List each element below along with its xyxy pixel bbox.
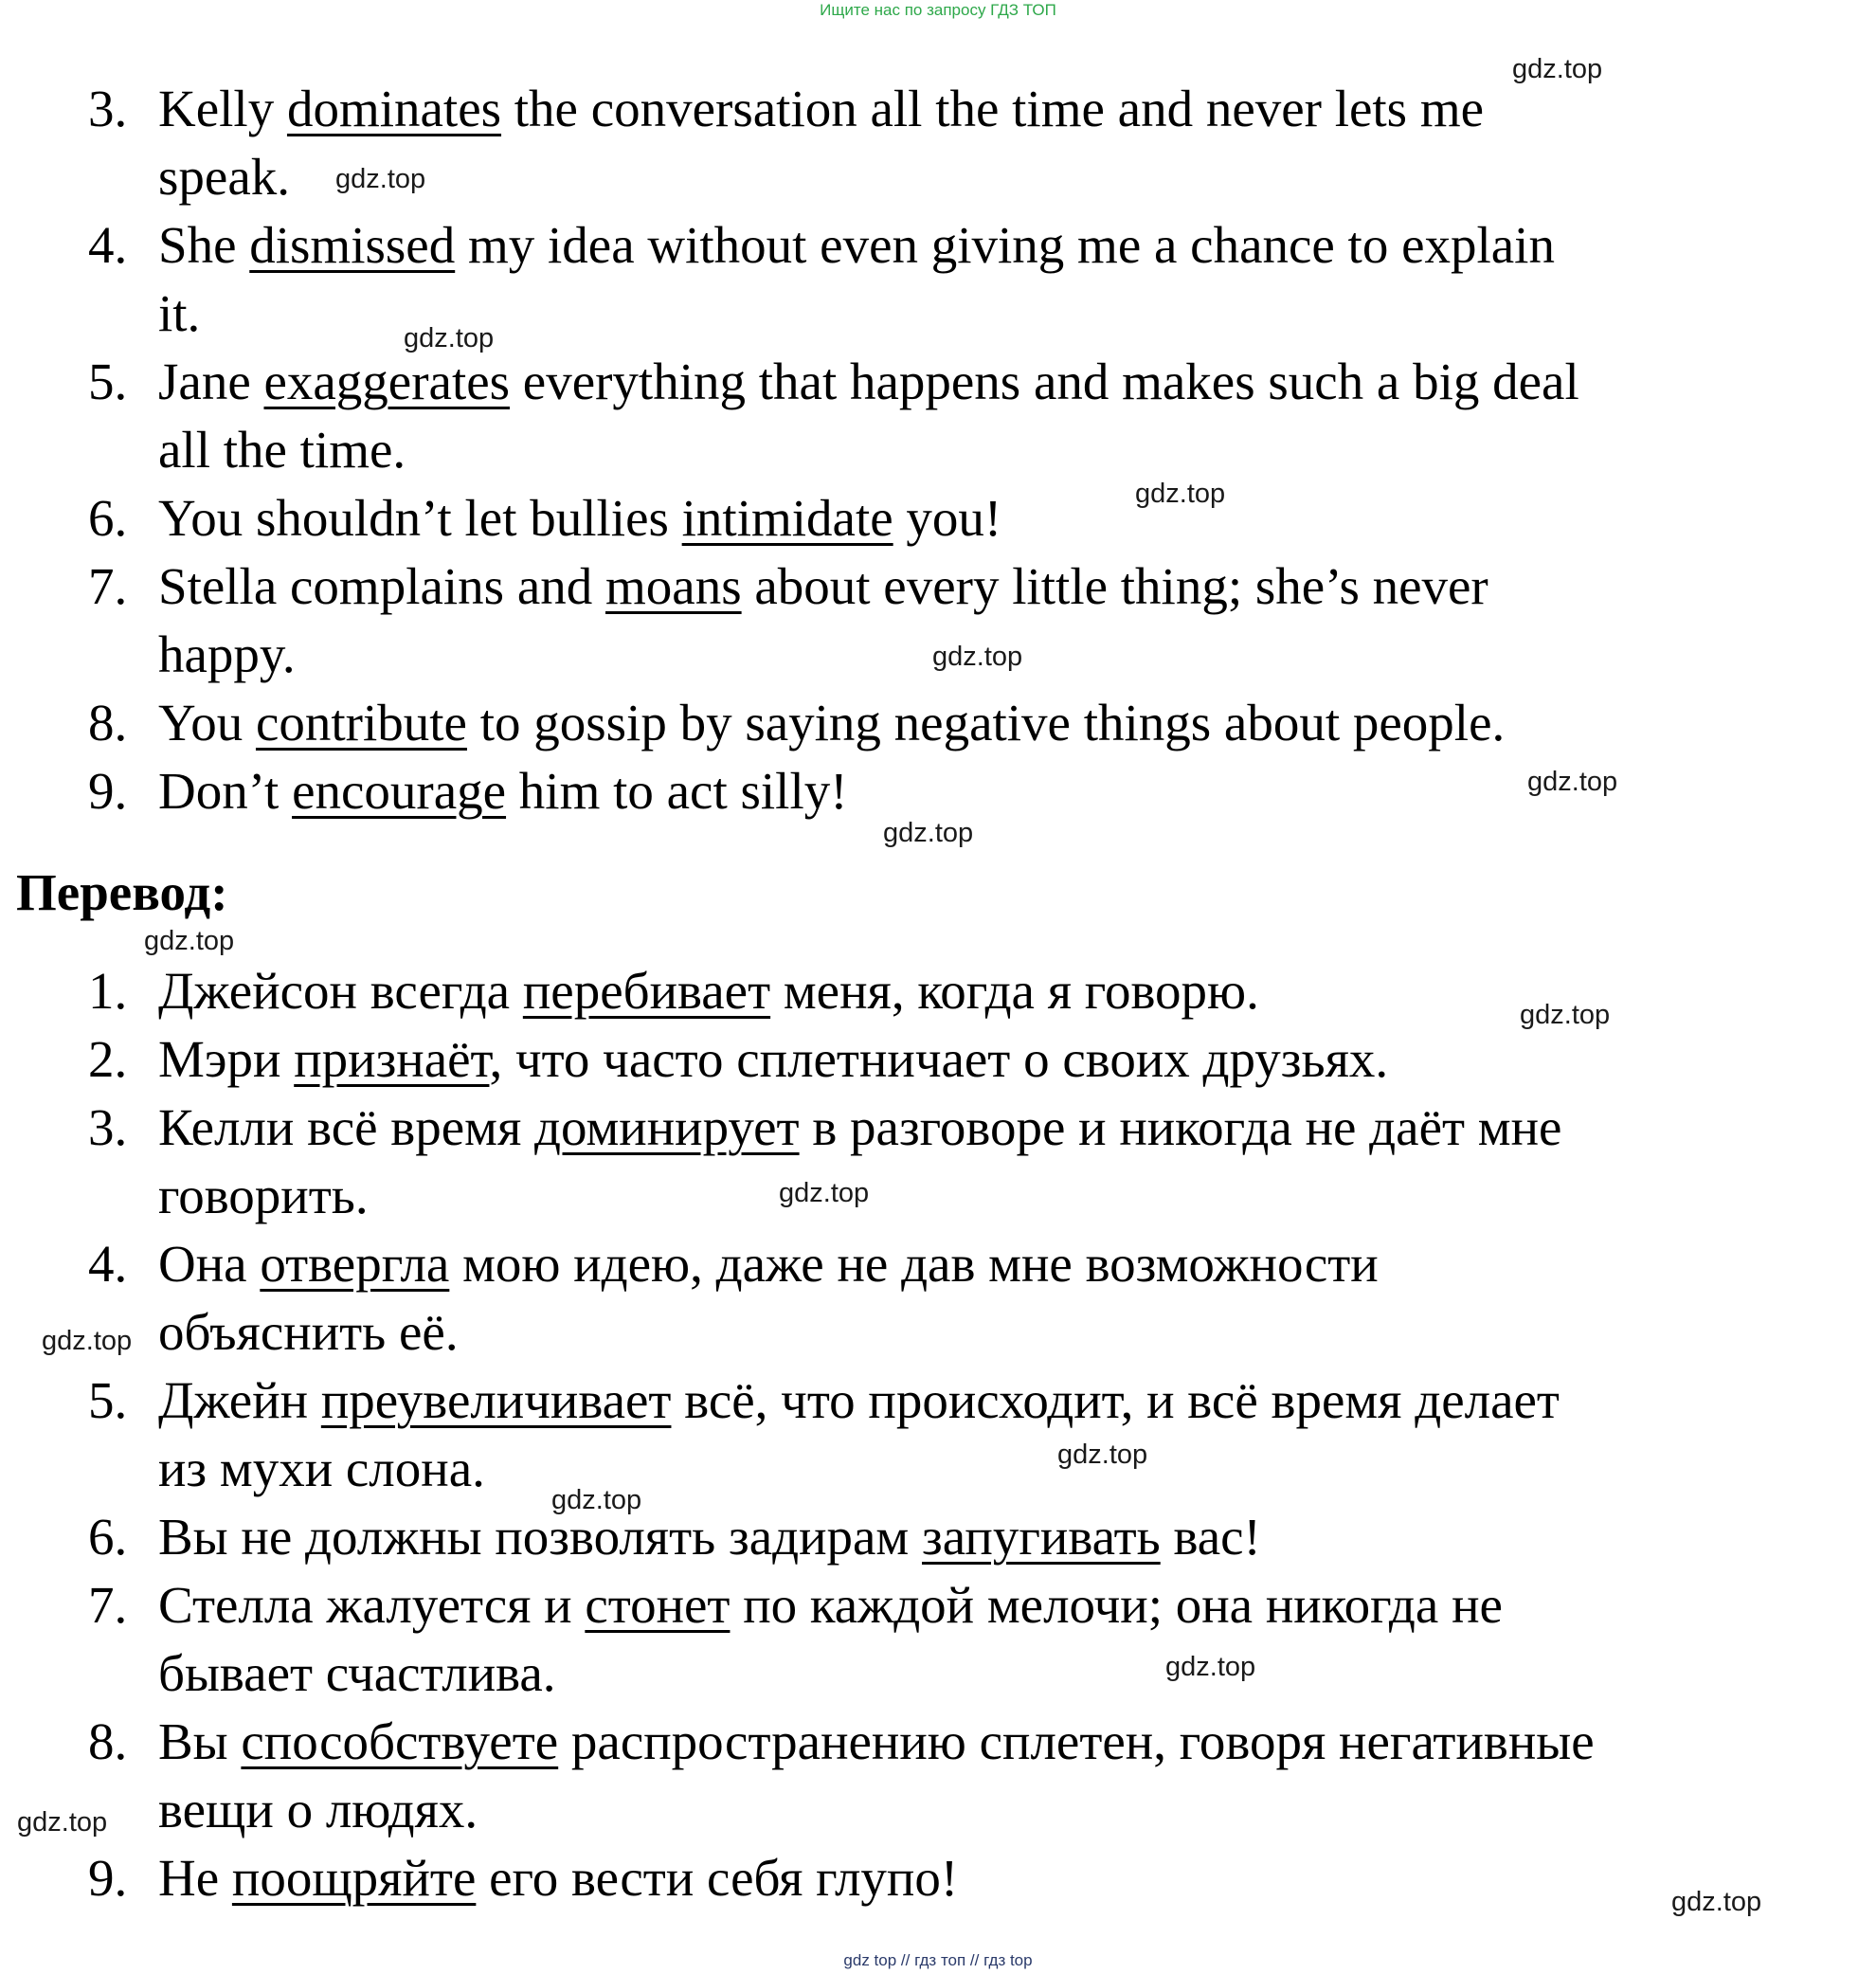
- item-text: [158, 1844, 1712, 1912]
- text-continuation: happy.: [158, 625, 296, 683]
- text-before: Она: [158, 1235, 261, 1293]
- watermark: gdz.top: [779, 1178, 870, 1208]
- item-text: [158, 1230, 1712, 1367]
- underlined-word: признаёт: [294, 1030, 490, 1088]
- item-number: 1.: [88, 962, 128, 1020]
- watermark: gdz.top: [17, 1807, 108, 1838]
- text-after: распространению сплетен, говоря негативные: [558, 1712, 1595, 1770]
- text-after: you!: [893, 489, 1002, 547]
- text-after: everything that happens and makes such a big deal: [510, 353, 1579, 410]
- item-number: 9.: [88, 1849, 128, 1907]
- item-number: 4.: [88, 216, 128, 274]
- underlined-word: доминирует: [534, 1098, 800, 1156]
- text-before: You shouldn’t let bullies: [158, 489, 682, 547]
- footer-links[interactable]: gdz top // гдз топ // гдз top: [843, 1951, 1033, 1969]
- text-before: Jane: [158, 353, 264, 410]
- text-before: Мэри: [158, 1030, 295, 1088]
- text-after: my idea without even giving me a chance to explain: [455, 216, 1555, 274]
- text-after: меня, когда я говорю.: [770, 962, 1259, 1020]
- watermark: gdz.top: [1165, 1652, 1256, 1682]
- underlined-word: encourage: [292, 762, 507, 820]
- text-continuation: из мухи слона.: [158, 1440, 485, 1497]
- text-before: Вы: [158, 1712, 242, 1770]
- text-before: Джейн: [158, 1371, 321, 1429]
- text-after: вас!: [1160, 1508, 1261, 1566]
- underlined-word: отвергла: [260, 1235, 450, 1293]
- text-continuation: all the time.: [158, 421, 406, 479]
- text-before: Келли всё время: [158, 1098, 535, 1156]
- text-after: в разговоре и никогда не даёт мне: [799, 1098, 1562, 1156]
- item-text: [158, 211, 1712, 348]
- item-number: 8.: [88, 694, 128, 752]
- text-after: to gossip by saying negative things about people.: [466, 694, 1506, 752]
- item-number: 6.: [88, 1508, 128, 1566]
- item-text: [158, 1367, 1712, 1503]
- underlined-word: intimidate: [681, 489, 893, 547]
- item-text: [158, 1503, 1712, 1571]
- translation-heading: Перевод:: [16, 863, 228, 921]
- item-text: [158, 689, 1712, 757]
- text-before: She: [158, 216, 250, 274]
- item-number: 7.: [88, 557, 128, 615]
- item-number: 9.: [88, 762, 128, 820]
- watermark: gdz.top: [1520, 1000, 1611, 1030]
- underlined-word: способствуете: [241, 1712, 559, 1770]
- text-continuation: объяснить её.: [158, 1303, 459, 1361]
- watermark: gdz.top: [404, 323, 495, 353]
- item-text: [158, 1025, 1712, 1094]
- text-before: Kelly: [158, 80, 287, 137]
- underlined-word: стонет: [585, 1576, 731, 1634]
- item-text: [158, 1571, 1712, 1708]
- watermark: gdz.top: [1135, 479, 1226, 509]
- item-text: [158, 348, 1712, 484]
- item-number: 4.: [88, 1235, 128, 1293]
- underlined-word: dismissed: [249, 216, 456, 274]
- item-number: 6.: [88, 489, 128, 547]
- item-text: [158, 1094, 1712, 1230]
- text-before: You: [158, 694, 256, 752]
- item-number: 5.: [88, 353, 128, 410]
- text-after: about every little thing; she’s never: [741, 557, 1488, 615]
- watermark: gdz.top: [1527, 767, 1618, 797]
- text-after: его вести себя глупо!: [476, 1849, 959, 1907]
- underlined-word: перебивает: [522, 962, 771, 1020]
- text-after: всё, что происходит, и всё время делает: [671, 1371, 1560, 1429]
- text-continuation: бывает счастлива.: [158, 1644, 556, 1702]
- text-before: Вы не должны позволять задирам: [158, 1508, 922, 1566]
- watermark: gdz.top: [42, 1326, 133, 1356]
- underlined-word: преувеличивает: [320, 1371, 672, 1429]
- top-banner[interactable]: Ищите нас по запросу ГДЗ ТОП: [820, 1, 1056, 19]
- watermark: gdz.top: [335, 164, 426, 194]
- text-before: Джейсон всегда: [158, 962, 523, 1020]
- watermark: gdz.top: [1671, 1887, 1762, 1917]
- text-before: Стелла жалуется и: [158, 1576, 586, 1634]
- text-before: Stella complains and: [158, 557, 605, 615]
- watermark: gdz.top: [932, 642, 1023, 672]
- item-number: 8.: [88, 1712, 128, 1770]
- text-continuation: вещи о людях.: [158, 1781, 478, 1838]
- underlined-word: exaggerates: [263, 353, 511, 410]
- underlined-word: поощряйте: [231, 1849, 477, 1907]
- item-number: 5.: [88, 1371, 128, 1429]
- underlined-word: contribute: [255, 694, 467, 752]
- text-after: the conversation all the time and never lets me: [501, 80, 1485, 137]
- item-number: 3.: [88, 80, 128, 137]
- watermark: gdz.top: [1512, 54, 1603, 84]
- text-after: по каждой мелочи; она никогда не: [730, 1576, 1503, 1634]
- underlined-word: moans: [605, 557, 742, 615]
- underlined-word: запугивать: [922, 1508, 1161, 1566]
- text-after: мою идею, даже не дав мне возможности: [449, 1235, 1379, 1293]
- item-text: [158, 484, 1712, 552]
- text-after: , что часто сплетничает о своих друзьях.: [489, 1030, 1389, 1088]
- watermark: gdz.top: [883, 818, 974, 848]
- watermark: gdz.top: [551, 1485, 642, 1515]
- text-before: Не: [158, 1849, 232, 1907]
- item-number: 7.: [88, 1576, 128, 1634]
- watermark: gdz.top: [144, 926, 235, 956]
- item-text: [158, 957, 1712, 1025]
- item-number: 3.: [88, 1098, 128, 1156]
- text-after: him to act silly!: [506, 762, 848, 820]
- item-text: [158, 1708, 1712, 1844]
- text-continuation: говорить.: [158, 1167, 369, 1224]
- item-number: 2.: [88, 1030, 128, 1088]
- item-text: [158, 757, 1712, 825]
- text-before: Don’t: [158, 762, 293, 820]
- text-continuation: speak.: [158, 148, 290, 206]
- watermark: gdz.top: [1057, 1440, 1148, 1470]
- text-continuation: it.: [158, 284, 201, 342]
- underlined-word: dominates: [286, 80, 502, 137]
